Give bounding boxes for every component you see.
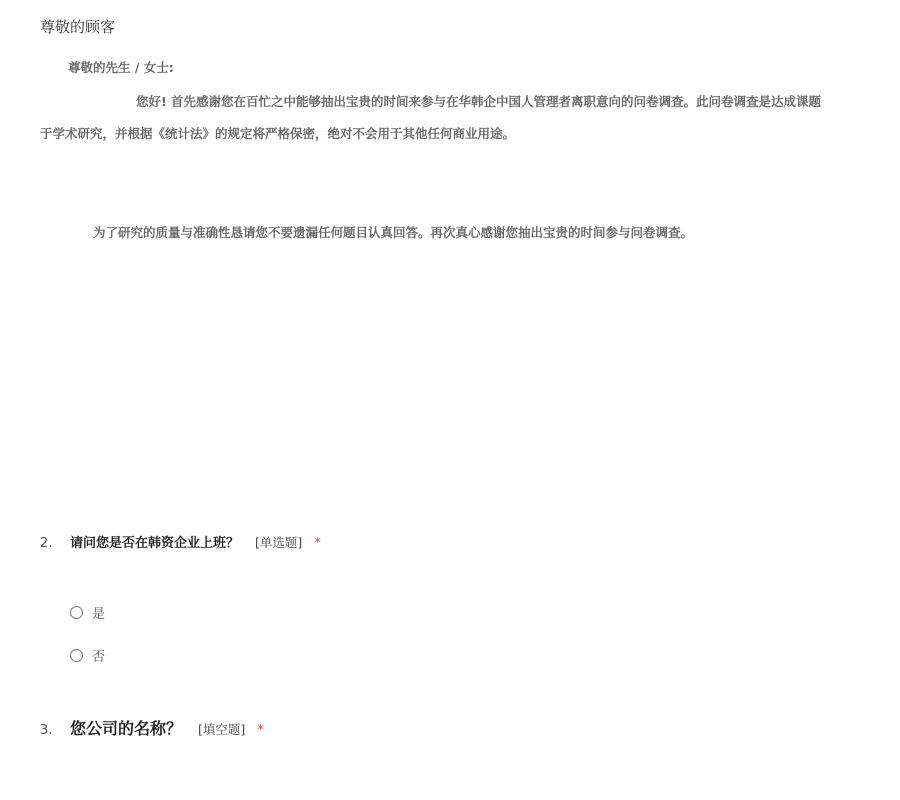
question-2	[40, 532, 321, 665]
question-3-header	[40, 716, 264, 739]
option-no[interactable]	[70, 645, 105, 665]
option-yes[interactable]	[70, 602, 105, 622]
intro-paragraph-2: 为了研究的质量与准确性恳请您不要遗漏任何题目认真回答。再次真心感谢您抽出宝贵的时间参与问卷调查。	[93, 225, 694, 240]
intro-salutation: 尊敬的先生 / 女士:	[68, 60, 174, 75]
question-3-type: [填空题]	[198, 722, 246, 737]
intro-paragraph-1-line-2: 于学术研究，并根据《统计法》的规定将严格保密，绝对不会用于其他任何商业用途。	[40, 126, 516, 141]
question-3	[40, 716, 264, 739]
question-3-title: 您公司的名称？	[70, 719, 183, 738]
required-mark: *	[257, 723, 264, 738]
radio-button-yes[interactable]	[70, 606, 83, 619]
option-no-label[interactable]: 否	[92, 649, 106, 665]
radio-button-no[interactable]	[70, 649, 83, 662]
required-mark: *	[314, 536, 321, 551]
intro-paragraph-1-line-1: 您好! 首先感谢您在百忙之中能够抽出宝贵的时间来参与在华韩企中国人管理者离职意向的问卷调查。此问卷调查是达成课题	[136, 94, 822, 109]
page-title: 尊敬的顾客	[40, 18, 116, 36]
question-2-type: [单选题]	[255, 535, 303, 550]
question-3-number: 3.	[40, 723, 53, 738]
question-2-number: 2.	[40, 536, 53, 551]
question-2-options	[70, 602, 105, 688]
question-2-title: 请问您是否在韩资企业上班？	[70, 536, 240, 551]
option-yes-label[interactable]: 是	[92, 606, 106, 622]
question-2-header	[40, 532, 321, 551]
